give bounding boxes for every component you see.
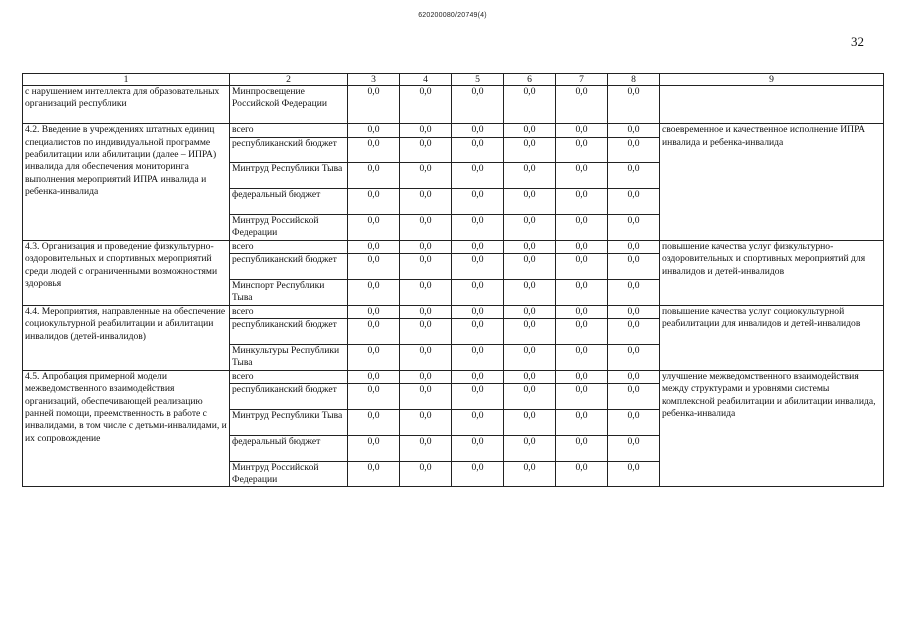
value-cell-col-3: 0,0: [348, 163, 400, 189]
value-cell-col-4: 0,0: [400, 410, 452, 436]
activity-cell: 4.4. Мероприятия, направленные на обеспечение социокультурной реабилитации и абилитации инвалидов (детей-инвалидов): [23, 305, 230, 370]
value-cell-col-6: 0,0: [504, 86, 556, 124]
value-cell-col-8: 0,0: [608, 345, 660, 371]
funding-source-cell: федеральный бюджет: [230, 435, 348, 461]
value-cell-col-8: 0,0: [608, 254, 660, 280]
funding-source-cell: всего: [230, 305, 348, 318]
value-cell-col-6: 0,0: [504, 370, 556, 383]
value-cell-col-3: 0,0: [348, 240, 400, 253]
value-cell-col-7: 0,0: [556, 137, 608, 163]
funding-source-cell: всего: [230, 124, 348, 137]
value-cell-col-8: 0,0: [608, 410, 660, 436]
value-cell-col-4: 0,0: [400, 305, 452, 318]
value-cell-col-7: 0,0: [556, 86, 608, 124]
funding-source-cell: Минтруд Республики Тыва: [230, 163, 348, 189]
value-cell-col-4: 0,0: [400, 254, 452, 280]
value-cell-col-5: 0,0: [452, 370, 504, 383]
activity-cell: с нарушением интеллекта для образовательных организаций республики: [23, 86, 230, 124]
table-row: [23, 86, 884, 124]
expected-result-cell: повышение качества услуг физкультурно-оздоровительных и спортивных мероприятий для инвалидов и детей-инвалидов: [660, 240, 884, 305]
value-cell-col-4: 0,0: [400, 137, 452, 163]
value-cell-col-8: 0,0: [608, 86, 660, 124]
value-cell-col-5: 0,0: [452, 305, 504, 318]
value-cell-col-5: 0,0: [452, 214, 504, 240]
funding-source-cell: республиканский бюджет: [230, 137, 348, 163]
value-cell-col-3: 0,0: [348, 345, 400, 371]
value-cell-col-3: 0,0: [348, 86, 400, 124]
value-cell-col-4: 0,0: [400, 86, 452, 124]
funding-source-cell: республиканский бюджет: [230, 384, 348, 410]
value-cell-col-3: 0,0: [348, 124, 400, 137]
value-cell-col-6: 0,0: [504, 254, 556, 280]
value-cell-col-3: 0,0: [348, 305, 400, 318]
value-cell-col-8: 0,0: [608, 189, 660, 215]
funding-source-cell: Минтруд Российской Федерации: [230, 214, 348, 240]
value-cell-col-7: 0,0: [556, 240, 608, 253]
activity-cell: 4.3. Организация и проведение физкультурно-оздоровительных и спортивных мероприятий среди людей с ограниченными возможностями здоровья: [23, 240, 230, 305]
value-cell-col-4: 0,0: [400, 461, 452, 487]
activity-cell: 4.2. Введение в учреждениях штатных единиц специалистов по индивидуальной программе реабилитации или абилитации (далее – ИПРА) инвалида для обеспечения мониторинга выполнения мероприятий ИПРА инвалида и ребенка-инвалида: [23, 124, 230, 241]
value-cell-col-7: 0,0: [556, 384, 608, 410]
funding-source-cell: республиканский бюджет: [230, 254, 348, 280]
value-cell-col-7: 0,0: [556, 461, 608, 487]
column-header-1: 1: [23, 74, 230, 86]
value-cell-col-8: 0,0: [608, 280, 660, 306]
value-cell-col-6: 0,0: [504, 240, 556, 253]
value-cell-col-4: 0,0: [400, 319, 452, 345]
value-cell-col-8: 0,0: [608, 370, 660, 383]
column-header-row: [23, 74, 884, 86]
value-cell-col-6: 0,0: [504, 137, 556, 163]
value-cell-col-5: 0,0: [452, 280, 504, 306]
value-cell-col-7: 0,0: [556, 163, 608, 189]
value-cell-col-8: 0,0: [608, 214, 660, 240]
column-header-3: 3: [348, 74, 400, 86]
expected-result-cell: [660, 86, 884, 124]
value-cell-col-8: 0,0: [608, 163, 660, 189]
table-row: [23, 124, 884, 137]
value-cell-col-8: 0,0: [608, 240, 660, 253]
value-cell-col-5: 0,0: [452, 461, 504, 487]
value-cell-col-4: 0,0: [400, 280, 452, 306]
expected-result-cell: повышение качества услуг социокультурной реабилитации для инвалидов и детей-инвалидов: [660, 305, 884, 370]
value-cell-col-4: 0,0: [400, 124, 452, 137]
value-cell-col-6: 0,0: [504, 410, 556, 436]
value-cell-col-6: 0,0: [504, 163, 556, 189]
value-cell-col-5: 0,0: [452, 240, 504, 253]
value-cell-col-7: 0,0: [556, 305, 608, 318]
value-cell-col-4: 0,0: [400, 214, 452, 240]
funding-source-cell: Минспорт Республики Тыва: [230, 280, 348, 306]
value-cell-col-5: 0,0: [452, 435, 504, 461]
document-id: 620200080/20749(4): [418, 12, 487, 19]
value-cell-col-6: 0,0: [504, 345, 556, 371]
value-cell-col-8: 0,0: [608, 435, 660, 461]
value-cell-col-3: 0,0: [348, 435, 400, 461]
value-cell-col-4: 0,0: [400, 345, 452, 371]
column-header-5: 5: [452, 74, 504, 86]
value-cell-col-3: 0,0: [348, 319, 400, 345]
value-cell-col-7: 0,0: [556, 214, 608, 240]
value-cell-col-5: 0,0: [452, 124, 504, 137]
funding-source-cell: Минтруд Российской Федерации: [230, 461, 348, 487]
activity-cell: 4.5. Апробация примерной модели межведомственного взаимодействия организаций, обеспечивающей реализацию ранней помощи, преемственность в работе с инвалидами, в том числе с детьми-инвалидами, и их сопровождение: [23, 370, 230, 487]
column-header-9: 9: [660, 74, 884, 86]
value-cell-col-5: 0,0: [452, 163, 504, 189]
value-cell-col-6: 0,0: [504, 319, 556, 345]
value-cell-col-8: 0,0: [608, 384, 660, 410]
value-cell-col-5: 0,0: [452, 410, 504, 436]
value-cell-col-7: 0,0: [556, 189, 608, 215]
value-cell-col-6: 0,0: [504, 384, 556, 410]
funding-source-cell: Минтруд Республики Тыва: [230, 410, 348, 436]
value-cell-col-6: 0,0: [504, 435, 556, 461]
value-cell-col-5: 0,0: [452, 189, 504, 215]
value-cell-col-5: 0,0: [452, 86, 504, 124]
expected-result-cell: своевременное и качественное исполнение ИПРА инвалида и ребенка-инвалида: [660, 124, 884, 241]
value-cell-col-3: 0,0: [348, 370, 400, 383]
value-cell-col-6: 0,0: [504, 280, 556, 306]
funding-source-cell: Минпросвещение Российской Федерации: [230, 86, 348, 124]
value-cell-col-8: 0,0: [608, 137, 660, 163]
value-cell-col-6: 0,0: [504, 214, 556, 240]
value-cell-col-3: 0,0: [348, 254, 400, 280]
column-header-2: 2: [230, 74, 348, 86]
value-cell-col-5: 0,0: [452, 384, 504, 410]
table-row: [23, 305, 884, 318]
value-cell-col-6: 0,0: [504, 461, 556, 487]
funding-source-cell: федеральный бюджет: [230, 189, 348, 215]
column-header-8: 8: [608, 74, 660, 86]
column-header-4: 4: [400, 74, 452, 86]
value-cell-col-3: 0,0: [348, 384, 400, 410]
page-number: 32: [851, 34, 864, 49]
value-cell-col-4: 0,0: [400, 435, 452, 461]
value-cell-col-4: 0,0: [400, 189, 452, 215]
value-cell-col-7: 0,0: [556, 280, 608, 306]
table-row: [23, 370, 884, 383]
expected-result-cell: улучшение межведомственного взаимодействия между структурами и уровнями системы комплексной реабилитации и абилитации инвалида, ребенка-инвалида: [660, 370, 884, 487]
value-cell-col-7: 0,0: [556, 124, 608, 137]
value-cell-col-5: 0,0: [452, 345, 504, 371]
value-cell-col-8: 0,0: [608, 124, 660, 137]
value-cell-col-3: 0,0: [348, 410, 400, 436]
value-cell-col-8: 0,0: [608, 461, 660, 487]
value-cell-col-4: 0,0: [400, 240, 452, 253]
value-cell-col-4: 0,0: [400, 163, 452, 189]
value-cell-col-3: 0,0: [348, 189, 400, 215]
value-cell-col-7: 0,0: [556, 254, 608, 280]
value-cell-col-6: 0,0: [504, 124, 556, 137]
funding-source-cell: всего: [230, 240, 348, 253]
column-header-6: 6: [504, 74, 556, 86]
value-cell-col-6: 0,0: [504, 305, 556, 318]
funding-source-cell: республиканский бюджет: [230, 319, 348, 345]
value-cell-col-5: 0,0: [452, 319, 504, 345]
value-cell-col-3: 0,0: [348, 137, 400, 163]
value-cell-col-5: 0,0: [452, 254, 504, 280]
column-header-7: 7: [556, 74, 608, 86]
value-cell-col-7: 0,0: [556, 345, 608, 371]
value-cell-col-8: 0,0: [608, 319, 660, 345]
value-cell-col-7: 0,0: [556, 370, 608, 383]
value-cell-col-3: 0,0: [348, 214, 400, 240]
value-cell-col-7: 0,0: [556, 435, 608, 461]
table-row: [23, 240, 884, 253]
value-cell-col-7: 0,0: [556, 319, 608, 345]
funding-source-cell: Минкультуры Республики Тыва: [230, 345, 348, 371]
value-cell-col-3: 0,0: [348, 280, 400, 306]
value-cell-col-4: 0,0: [400, 370, 452, 383]
table-body: [23, 86, 884, 487]
value-cell-col-3: 0,0: [348, 461, 400, 487]
program-activities-table: [22, 73, 884, 487]
value-cell-col-6: 0,0: [504, 189, 556, 215]
value-cell-col-7: 0,0: [556, 410, 608, 436]
funding-source-cell: всего: [230, 370, 348, 383]
value-cell-col-4: 0,0: [400, 384, 452, 410]
value-cell-col-8: 0,0: [608, 305, 660, 318]
value-cell-col-5: 0,0: [452, 137, 504, 163]
